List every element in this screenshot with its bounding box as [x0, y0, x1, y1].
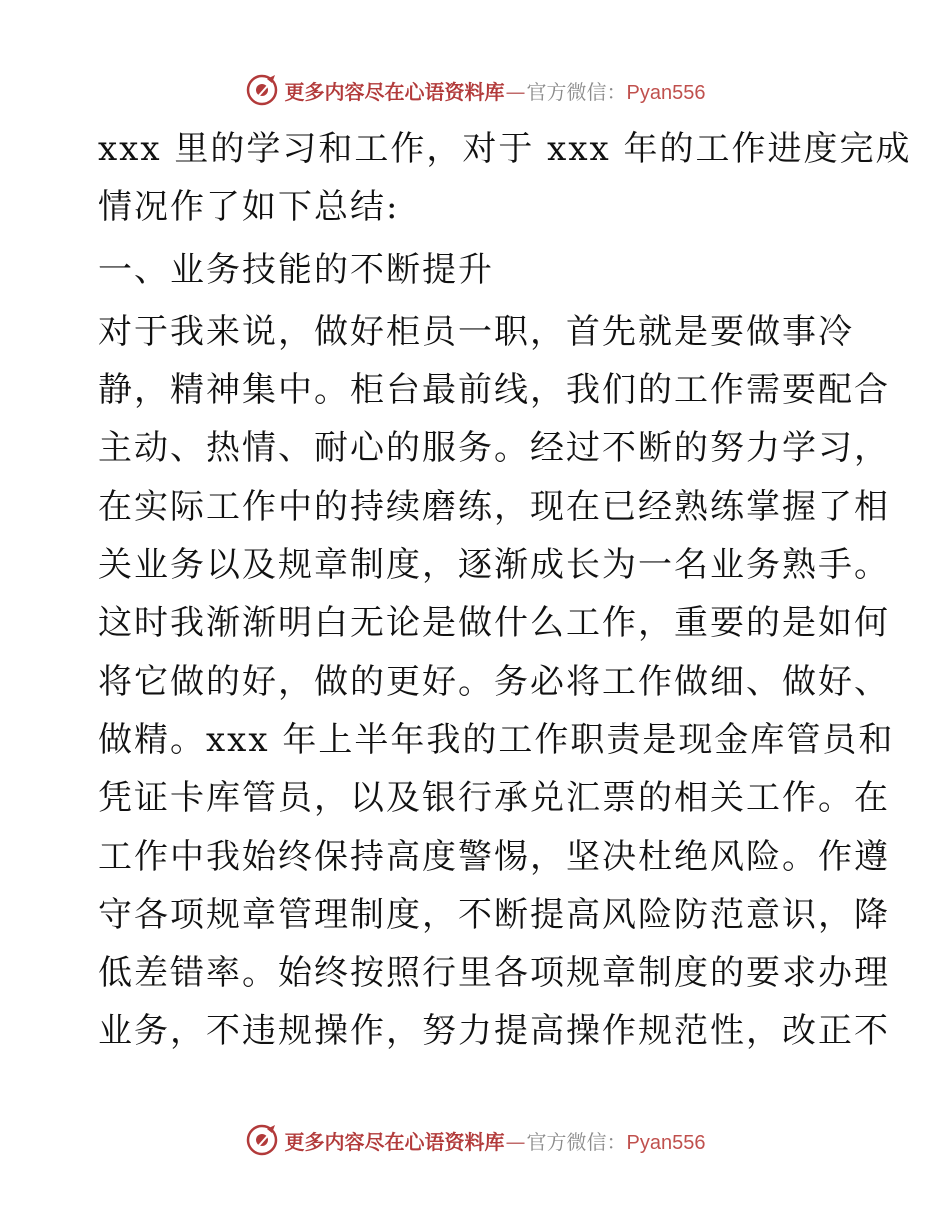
- paragraph-line-8: 做精。xxx 年上半年我的工作职责是现金库管员和: [98, 719, 895, 760]
- footer-banner-text: [285, 1126, 706, 1155]
- paragraph-line-5: 关业务以及规章制度，逐渐成长为一名业务熟手。: [98, 545, 890, 586]
- section-heading: 一、业务技能的不断提升: [98, 249, 494, 290]
- paragraph-line-7: 将它做的好，做的更好。务必将工作做细、做好、: [98, 661, 890, 702]
- header-banner: [0, 70, 950, 110]
- paragraph-line-11: 守各项规章管理制度，不断提高风险防范意识，降: [98, 894, 890, 935]
- header-wechat-id: Pyan556: [626, 81, 706, 104]
- paragraph-line-4: 在实际工作中的持续磨练，现在已经熟练掌握了相: [98, 486, 890, 527]
- header-banner-text: [285, 76, 706, 105]
- header-official-label: 官方微信：: [526, 79, 627, 104]
- body-line-2: 情况作了如下总结:: [98, 187, 400, 228]
- document-body: [98, 120, 912, 1061]
- footer-wechat-id: Pyan556: [626, 1131, 706, 1154]
- paragraph-line-6: 这时我渐渐明白无论是做什么工作，重要的是如何: [98, 603, 890, 644]
- brand-logo-icon: [245, 1123, 279, 1157]
- paragraph-line-10: 工作中我始终保持高度警惕，坚决杜绝风险。作遵: [98, 836, 890, 877]
- brand-logo-icon: [245, 73, 279, 107]
- paragraph-line-9: 凭证卡库管员，以及银行承兑汇票的相关工作。在: [98, 778, 890, 819]
- footer-dash: —: [505, 1129, 526, 1154]
- body-line-1: xxx 里的学习和工作，对于 xxx 年的工作进度完成: [98, 129, 912, 169]
- paragraph-line-1: 对于我来说，做好柜员一职，首先就是要做事冷: [98, 311, 854, 352]
- footer-site-text: 更多内容尽在心语资料库: [284, 1129, 505, 1154]
- footer-banner: [0, 1120, 950, 1160]
- footer-official-label: 官方微信：: [526, 1129, 627, 1154]
- paragraph-line-13: 业务，不违规操作，努力提高操作规范性，改正不: [98, 1011, 890, 1052]
- header-dash: —: [505, 79, 526, 104]
- paragraph-line-12: 低差错率。始终按照行里各项规章制度的要求办理: [98, 953, 890, 994]
- paragraph-line-3: 主动、热情、耐心的服务。经过不断的努力学习，: [98, 428, 890, 469]
- header-site-text: 更多内容尽在心语资料库: [284, 79, 505, 104]
- paragraph-line-2: 静，精神集中。柜台最前线，我们的工作需要配合: [98, 370, 890, 411]
